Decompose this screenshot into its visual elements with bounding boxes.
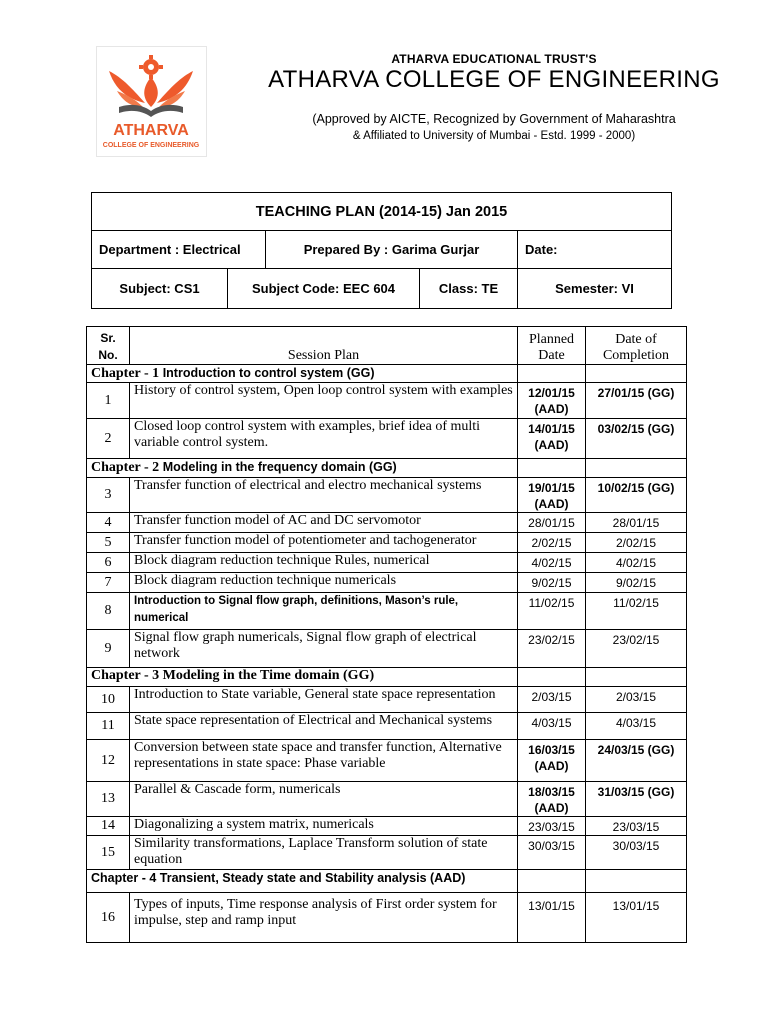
planned-date: 28/01/15 <box>518 513 586 533</box>
planned-date: 4/03/15 <box>518 713 586 740</box>
table-row <box>87 573 687 593</box>
session-topic: Similarity transformations, Laplace Transform solution of state equation <box>130 836 518 870</box>
sr-no: 1 <box>87 383 130 419</box>
completion-date: 03/02/15 (GG) <box>586 419 687 459</box>
table-row <box>87 713 687 740</box>
session-topic: Block diagram reduction technique numericals <box>130 573 518 593</box>
session-topic: Block diagram reduction technique Rules, numerical <box>130 553 518 573</box>
session-topic: Closed loop control system with examples, brief idea of multi variable control system. <box>130 419 518 459</box>
planned-date: 30/03/15 <box>518 836 586 870</box>
planned-date: 4/02/15 <box>518 553 586 573</box>
planned-date: 11/02/15 <box>518 593 586 630</box>
sr-no: 7 <box>87 573 130 593</box>
session-topic: Signal flow graph numericals, Signal flow graph of electrical network <box>130 630 518 668</box>
planned-date: 23/03/15 <box>518 817 586 836</box>
session-topic: Transfer function model of AC and DC servomotor <box>130 513 518 533</box>
completion-date: 10/02/15 (GG) <box>586 478 687 513</box>
session-topic: State space representation of Electrical and Mechanical systems <box>130 713 518 740</box>
session-topic: Transfer function of electrical and electro mechanical systems <box>130 478 518 513</box>
sr-no: 3 <box>87 478 130 513</box>
table-row <box>87 533 687 553</box>
completion-date: 2/03/15 <box>586 687 687 713</box>
table-row <box>87 383 687 419</box>
approval-text: (Approved by AICTE, Recognized by Government of Maharashtra <box>312 112 676 126</box>
completion-date: 2/02/15 <box>586 533 687 553</box>
logo-subtitle: COLLEGE OF ENGINEERING <box>102 142 200 149</box>
planned-date: 12/01/15 (AAD) <box>518 383 586 419</box>
class-cell: Class: TE <box>420 269 518 309</box>
date-cell: Date: <box>518 231 672 269</box>
sr-no: 6 <box>87 553 130 573</box>
header-session-plan: Session Plan <box>130 327 518 365</box>
planned-date: 13/01/15 <box>518 893 586 943</box>
planned-date: 14/01/15 (AAD) <box>518 419 586 459</box>
table-row <box>87 419 687 459</box>
affiliation-text: & Affiliated to University of Mumbai - Estd. 1999 - 2000) <box>352 130 636 142</box>
teaching-plan-title: TEACHING PLAN (2014-15) Jan 2015 <box>92 193 672 231</box>
header-date-of-completion: Date of Completion <box>586 327 687 365</box>
session-topic: Introduction to State variable, General state space representation <box>130 687 518 713</box>
table-row <box>87 478 687 513</box>
completion-date: 24/03/15 (GG) <box>586 740 687 782</box>
sr-no: 12 <box>87 740 130 782</box>
sr-no: 8 <box>87 593 130 630</box>
trust-name: ATHARVA EDUCATIONAL TRUST'S <box>391 52 597 66</box>
table-row <box>87 782 687 817</box>
planned-date: 2/03/15 <box>518 687 586 713</box>
logo-wordmark: ATHARVA <box>113 122 189 139</box>
session-topic: Transfer function model of potentiometer and tachogenerator <box>130 533 518 553</box>
sr-no: 2 <box>87 419 130 459</box>
chapter-1-title: Introduction to control system (GG) <box>162 366 375 380</box>
planned-date: 19/01/15 (AAD) <box>518 478 586 513</box>
chapter-2-heading <box>87 459 518 478</box>
header-planned-date: Planned Date <box>518 327 586 365</box>
completion-date: 31/03/15 (GG) <box>586 782 687 817</box>
teaching-plan-info-table <box>91 192 672 309</box>
subject-code-cell: Subject Code: EEC 604 <box>228 269 420 309</box>
sr-no: 10 <box>87 687 130 713</box>
chapter-2-title: Modeling in the frequency domain (GG) <box>162 460 397 474</box>
semester-cell: Semester: VI <box>518 269 672 309</box>
completion-date: 23/03/15 <box>586 817 687 836</box>
header-sr-no: Sr. No. <box>87 327 130 365</box>
table-row <box>87 593 687 630</box>
session-topic: Diagonalizing a system matrix, numericals <box>130 817 518 836</box>
completion-date: 4/02/15 <box>586 553 687 573</box>
table-row <box>87 836 687 870</box>
table-row <box>87 740 687 782</box>
completion-date: 11/02/15 <box>586 593 687 630</box>
sr-no: 16 <box>87 893 130 943</box>
table-row <box>87 687 687 713</box>
completion-date: 23/02/15 <box>586 630 687 668</box>
planned-date: 16/03/15 (AAD) <box>518 740 586 782</box>
sr-no: 14 <box>87 817 130 836</box>
chapter-1-heading <box>87 365 518 383</box>
completion-date: 4/03/15 <box>586 713 687 740</box>
completion-date: 27/01/15 (GG) <box>586 383 687 419</box>
planned-date: 23/02/15 <box>518 630 586 668</box>
completion-date: 13/01/15 <box>586 893 687 943</box>
completion-date: 30/03/15 <box>586 836 687 870</box>
chapter-3-heading: Chapter - 3 Modeling in the Time domain (GG) <box>87 668 518 687</box>
prepared-by-cell: Prepared By : Garima Gurjar <box>266 231 518 269</box>
planned-date: 2/02/15 <box>518 533 586 553</box>
sr-no: 13 <box>87 782 130 817</box>
session-topic: History of control system, Open loop control system with examples <box>130 383 518 419</box>
table-row <box>87 817 687 836</box>
department-cell: Department : Electrical <box>92 231 266 269</box>
session-topic: Conversion between state space and transfer function, Alternative representations in state space: Phase variable <box>130 740 518 782</box>
sr-no: 15 <box>87 836 130 870</box>
subject-cell: Subject: CS1 <box>92 269 228 309</box>
table-row <box>87 513 687 533</box>
session-topic: Types of inputs, Time response analysis of First order system for impulse, step and ramp input <box>130 893 518 943</box>
chapter-4-heading: Chapter - 4 Transient, Steady state and Stability analysis (AAD) <box>87 870 518 893</box>
sr-no: 11 <box>87 713 130 740</box>
completion-date: 9/02/15 <box>586 573 687 593</box>
sr-no: 4 <box>87 513 130 533</box>
chapter-2-prefix: Chapter - 2 <box>91 460 160 475</box>
sr-no: 9 <box>87 630 130 668</box>
college-logo <box>96 46 207 157</box>
session-topic: Parallel & Cascade form, numericals <box>130 782 518 817</box>
table-row <box>87 630 687 668</box>
table-row <box>87 893 687 943</box>
planned-date: 9/02/15 <box>518 573 586 593</box>
college-name: ATHARVA COLLEGE OF ENGINEERING <box>268 66 720 93</box>
planned-date: 18/03/15 (AAD) <box>518 782 586 817</box>
session-plan-table <box>86 326 687 943</box>
table-row <box>87 553 687 573</box>
session-topic: Introduction to Signal flow graph, definitions, Mason’s rule, numerical <box>130 593 518 630</box>
completion-date: 28/01/15 <box>586 513 687 533</box>
sr-no: 5 <box>87 533 130 553</box>
chapter-1-prefix: Chapter - 1 <box>91 366 160 381</box>
